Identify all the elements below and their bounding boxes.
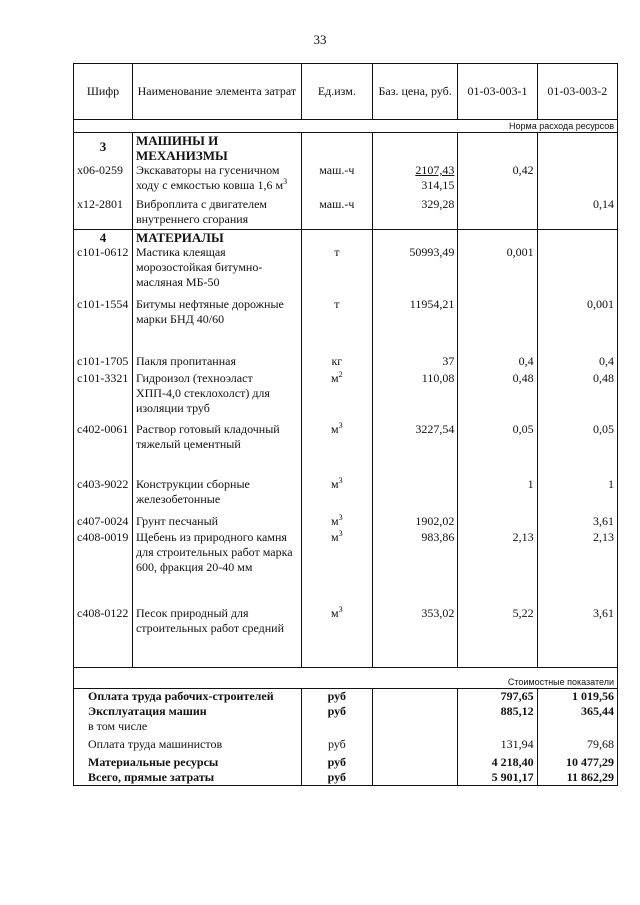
header-col-a: 01-03-003-1	[458, 64, 537, 120]
row-value-b: 3,61	[537, 606, 617, 668]
row-name: Раствор готовый кладочный тяжелый цементный	[132, 422, 301, 477]
header-row	[74, 64, 618, 120]
row-value-a	[458, 514, 537, 530]
row-price: 50993,49	[372, 245, 457, 297]
row-code: с101-0612	[74, 245, 133, 297]
summary-value-a: 885,12	[458, 704, 537, 719]
row-price: 11954,21	[372, 297, 457, 354]
table-row	[74, 477, 618, 514]
row-name: Песок природный для строительных работ средний	[132, 606, 301, 668]
row-value-b: 0,05	[537, 422, 617, 477]
row-price: 983,86	[372, 530, 457, 606]
summary-value-b: 11 862,29	[537, 770, 617, 786]
row-name: Пакля пропитанная	[132, 354, 301, 371]
section-title: МАШИНЫ И МЕХАНИЗМЫ	[132, 133, 301, 164]
row-price-secondary: 314,15	[421, 178, 455, 192]
row-code: с408-0122	[74, 606, 133, 668]
header-unit: Ед.изм.	[301, 64, 372, 120]
header-price: Баз. цена, руб.	[372, 64, 457, 120]
row-name: Виброплита с двигателем внутреннего сгорания	[132, 193, 301, 229]
row-code: х12-2801	[74, 193, 133, 229]
row-name: Конструкции сборные железобетонные	[132, 477, 301, 514]
row-value-a: 0,05	[458, 422, 537, 477]
row-name: Мастика клеящая морозостойкая битумно-масляная МБ-50	[132, 245, 301, 297]
row-unit: $м^3$	[301, 606, 372, 668]
summary-row	[74, 770, 618, 786]
row-value-a: 1	[458, 477, 537, 514]
row-value-b: 0,48	[537, 371, 617, 422]
row-value-b	[537, 245, 617, 297]
row-code: с403-9022	[74, 477, 133, 514]
summary-value-b: 1 019,56	[537, 689, 617, 705]
row-price	[372, 477, 457, 514]
row-value-b: 0,4	[537, 354, 617, 371]
summary-value-a: 5 901,17	[458, 770, 537, 786]
summary-label: в том числе	[74, 719, 302, 734]
row-price: 1902,02	[372, 514, 457, 530]
row-value-a: 0,4	[458, 354, 537, 371]
summary-row	[74, 704, 618, 719]
table-row	[74, 606, 618, 668]
summary-unit: руб	[301, 752, 372, 770]
row-unit: $м^2$	[301, 371, 372, 422]
row-name: Экскаваторы на гусеничном ходу с емкостью ковша 1,6 $м^3$	[132, 163, 301, 193]
row-unit: кг	[301, 354, 372, 371]
section-number: 4	[74, 229, 133, 245]
table-row	[74, 371, 618, 422]
row-unit: $м^3$	[301, 530, 372, 606]
table-row	[74, 530, 618, 606]
section-number: 3	[74, 133, 133, 164]
summary-unit: руб	[301, 689, 372, 705]
summary-value-b: 10 477,29	[537, 752, 617, 770]
row-unit: $м^3$	[301, 422, 372, 477]
row-value-a: 2,13	[458, 530, 537, 606]
row-price: 110,08	[372, 371, 457, 422]
row-value-a: 0,42	[458, 163, 537, 193]
row-name: Щебень из природного камня для строительных работ марка 600, фракция 20-40 мм	[132, 530, 301, 606]
row-value-b	[537, 163, 617, 193]
section-row-materials	[74, 229, 618, 245]
header-col-b: 01-03-003-2	[537, 64, 617, 120]
row-value-a	[458, 193, 537, 229]
table-row	[74, 422, 618, 477]
summary-row	[74, 689, 618, 705]
summary-unit: руб	[301, 734, 372, 752]
costs-banner: Стоимостные показатели	[74, 668, 618, 689]
table-row	[74, 354, 618, 371]
summary-label: Оплата труда рабочих-строителей	[74, 689, 302, 705]
row-unit: маш.-ч	[301, 193, 372, 229]
row-unit: $м^3$	[301, 477, 372, 514]
norms-banner: Норма расхода ресурсов	[74, 120, 618, 133]
page-number: 33	[313, 32, 327, 47]
table-row	[74, 297, 618, 354]
summary-value-a: 131,94	[458, 734, 537, 752]
costs-banner-row	[74, 668, 618, 689]
header-name: Наименование элемента затрат	[132, 64, 301, 120]
summary-value-a: 4 218,40	[458, 752, 537, 770]
summary-row	[74, 752, 618, 770]
header-code: Шифр	[74, 64, 133, 120]
summary-value-b: 365,44	[537, 704, 617, 719]
summary-value-a: 797,65	[458, 689, 537, 705]
row-price: 3227,54	[372, 422, 457, 477]
row-code: с101-1705	[74, 354, 133, 371]
summary-label: Всего, прямые затраты	[74, 770, 302, 786]
summary-label: Эксплуатация машин	[74, 704, 302, 719]
row-value-b: 1	[537, 477, 617, 514]
row-price	[372, 163, 457, 193]
table-row	[74, 163, 618, 193]
summary-unit	[301, 719, 372, 734]
row-name: Гидроизол (техноэласт ХПП-4,0 стеклохолст) для изоляции труб	[132, 371, 301, 422]
row-value-a: 0,48	[458, 371, 537, 422]
row-value-b: 2,13	[537, 530, 617, 606]
row-name: Битумы нефтяные дорожные марки БНД 40/60	[132, 297, 301, 354]
row-code: с402-0061	[74, 422, 133, 477]
summary-value-b: 79,68	[537, 734, 617, 752]
summary-row	[74, 734, 618, 752]
summary-value-a	[458, 719, 537, 734]
table-row	[74, 193, 618, 229]
row-value-b: 3,61	[537, 514, 617, 530]
row-unit: т	[301, 297, 372, 354]
row-value-a: 0,001	[458, 245, 537, 297]
row-code: х06-0259	[74, 163, 133, 193]
row-price-main: 2107,43	[415, 163, 455, 177]
norms-banner-row	[74, 120, 618, 133]
row-value-a: 5,22	[458, 606, 537, 668]
row-name: Грунт песчаный	[132, 514, 301, 530]
summary-row	[74, 719, 618, 734]
row-code: с101-1554	[74, 297, 133, 354]
section-title: МАТЕРИАЛЫ	[132, 229, 301, 245]
summary-unit: руб	[301, 704, 372, 719]
row-value-b: 0,14	[537, 193, 617, 229]
row-code: с101-3321	[74, 371, 133, 422]
row-code: с408-0019	[74, 530, 133, 606]
row-unit: маш.-ч	[301, 163, 372, 193]
row-unit: т	[301, 245, 372, 297]
summary-label: Материальные ресурсы	[74, 752, 302, 770]
summary-value-b	[537, 719, 617, 734]
summary-unit: руб	[301, 770, 372, 786]
table-row	[74, 514, 618, 530]
section-row-machines	[74, 133, 618, 164]
row-value-a	[458, 297, 537, 354]
row-price: 37	[372, 354, 457, 371]
row-unit: $м^3$	[301, 514, 372, 530]
row-price: 353,02	[372, 606, 457, 668]
row-value-b: 0,001	[537, 297, 617, 354]
row-price: 329,28	[372, 193, 457, 229]
table-row	[74, 245, 618, 297]
resource-table	[73, 63, 618, 786]
summary-label: Оплата труда машинистов	[74, 734, 302, 752]
row-code: с407-0024	[74, 514, 133, 530]
